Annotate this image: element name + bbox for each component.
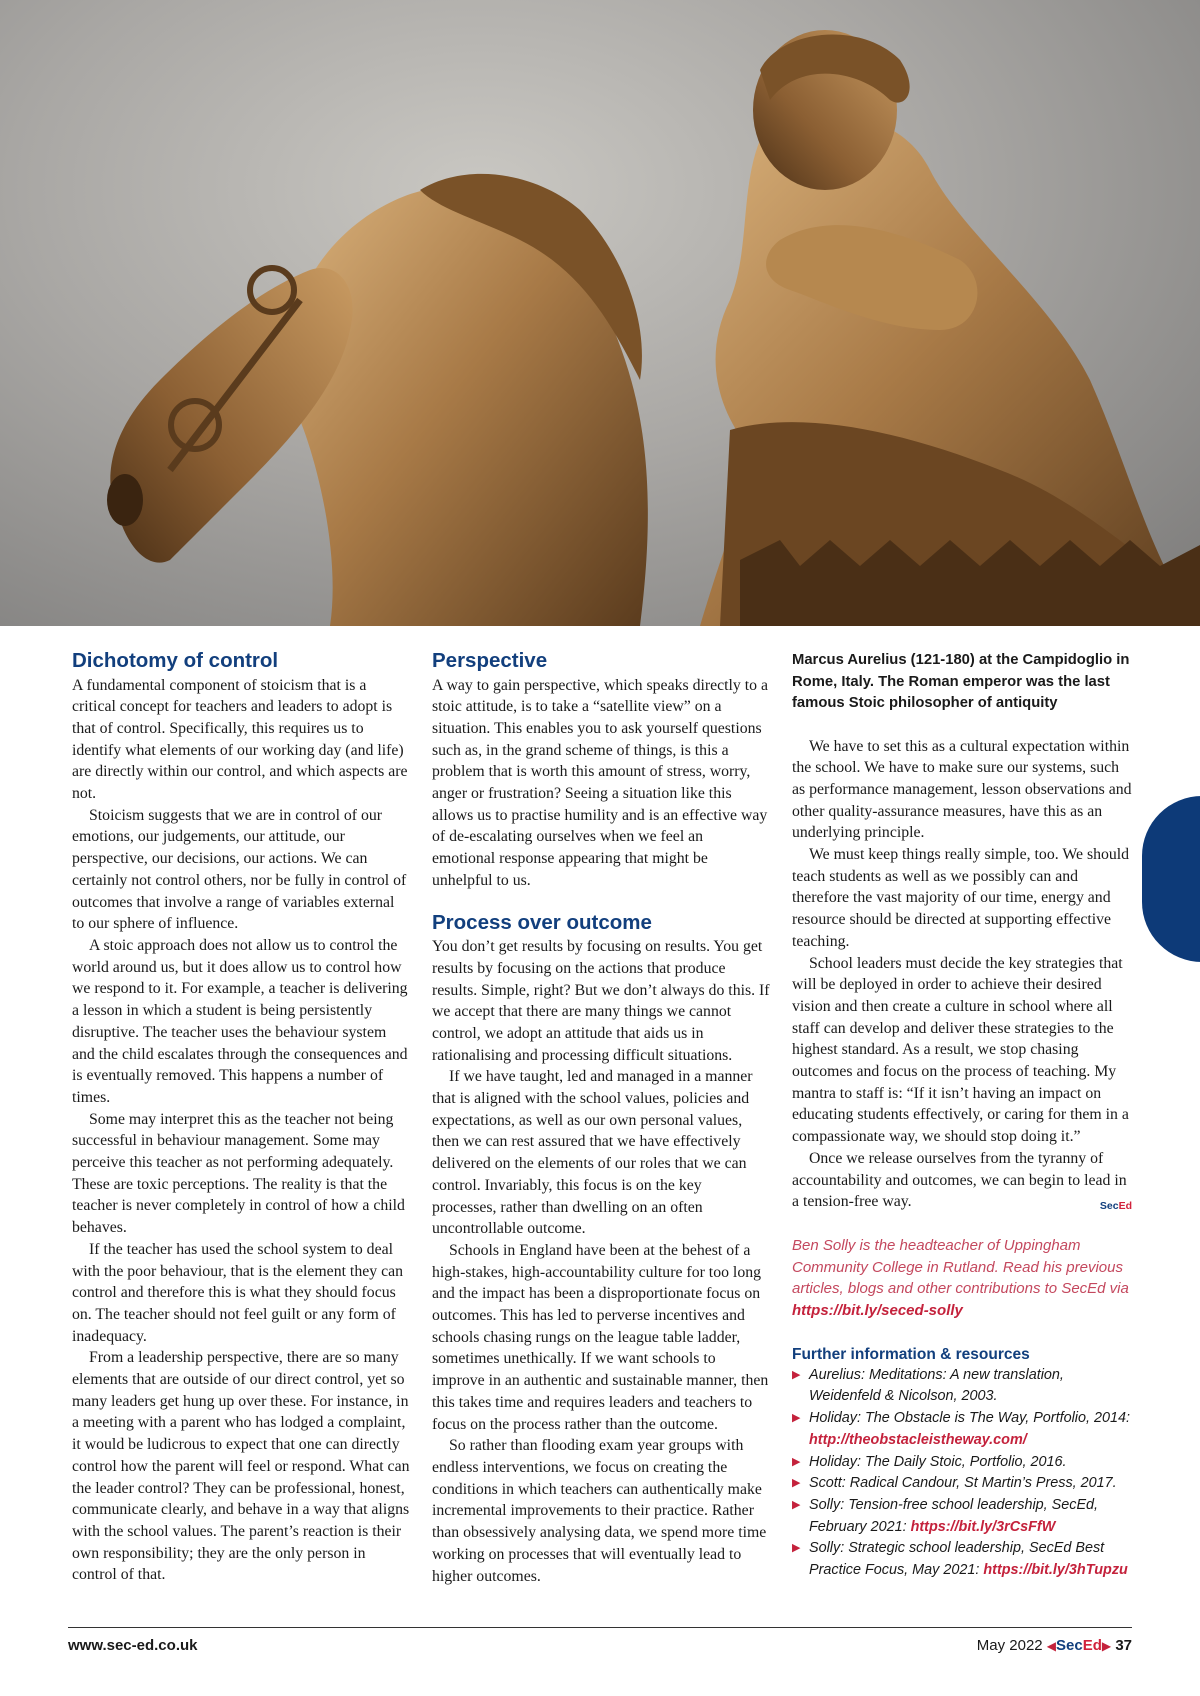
footer-website[interactable]: www.sec-ed.co.uk	[68, 1637, 198, 1654]
paragraph: School leaders must decide the key strategies that will be deployed in order to achieve their desired vision and then create a culture in school where all staff can develop and deliver these strategies to the highest standard. As a result, we stop chasing outcomes and focus on the process of teaching. My mantra to staff is: “If it isn’t having an impact on educating students effectively, or caring for them in a compassionate way, we should stop doing it.”	[792, 954, 1129, 1146]
resources-list	[792, 1365, 1132, 1582]
paragraph: A fundamental component of stoicism that is a critical concept for teachers and leaders to adopt is that of control. Specifically, this requires us to identify what elements of our working day (and life) are directly within our control, and which aspects are not.	[72, 676, 408, 803]
paragraph: A way to gain perspective, which speaks directly to a stoic attitude, is to take a “satellite view” on a situation. This enables you to ask yourself questions such as, in the grand scheme of things, is this a problem that is worth this amount of stress, worry, anger or frustration? Seeing a situation like this allows us to practise humility and is an effective way of de-escalating ourselves when we feel an emotional response appearing that might be unhelpful to us.	[432, 676, 769, 889]
footer-issue-info	[977, 1637, 1132, 1654]
resource-text: Solly: Tension-free school leadership, SecEd, February 2021:	[809, 1497, 1099, 1535]
endmark-ed: Ed	[1118, 1200, 1132, 1213]
heading-dichotomy-of-control: Dichotomy of control	[72, 649, 279, 672]
list-item	[792, 1538, 1132, 1581]
author-bio	[792, 1235, 1132, 1322]
column-1	[72, 650, 410, 1586]
paragraph: We must keep things really simple, too. We should teach students as well as we possibly can and therefore the vast majority of our time, energy and resource should be directed at supporting effective teaching.	[792, 846, 1130, 950]
resource-link[interactable]: https://bit.ly/3hTupzu	[983, 1562, 1128, 1579]
resource-text: Holiday: The Obstacle is The Way, Portfolio, 2014:	[809, 1410, 1131, 1427]
paragraph: A stoic approach does not allow us to control the world around us, but it does allow us to control how we respond to it. For example, a teacher is delivering a lesson in which a student is being persistently disruptive. The teacher uses the behaviour system and the child escalates through the consequences and is eventually removed. This happens a number of times.	[72, 936, 408, 1106]
paragraph: If we have taught, led and managed in a manner that is aligned with the school values, policies and expectations, as well as our own personal values, then we can rest assured that we have effectively delivered on the elements of our roles that we can control. Invariably, this focus is on the key processes, rather than dwelling on an often uncontrollable outcome.	[432, 1068, 753, 1238]
resource-text: Aurelius: Meditations: A new translation, Weidenfeld & Nicolson, 2003.	[809, 1366, 1064, 1405]
list-item	[792, 1365, 1132, 1408]
list-item	[792, 1473, 1132, 1495]
paragraph: If the teacher has used the school system to deal with the poor behaviour, that is the element they can control and therefore this is what they should focus on. The teacher should not feel guilt or any form of inadequacy.	[72, 1240, 404, 1345]
list-item	[792, 1408, 1132, 1451]
seced-end-mark	[1083, 1196, 1132, 1218]
list-item	[792, 1495, 1132, 1538]
list-item	[792, 1452, 1132, 1474]
heading-process-over-outcome: Process over outcome	[432, 910, 652, 934]
paragraph: Stoicism suggests that we are in control of our emotions, our judgements, our attitude, our perspective, our decisions, our actions. We can certainly not control others, nor be fully in control of outcomes that involve a range of variables external to our sphere of influence.	[72, 806, 407, 933]
paragraph: We have to set this as a cultural expectation within the school. We have to make sure our systems, such as performance management, lesson observations and other quality-assurance measures, have this as an underlying principle.	[792, 737, 1132, 842]
resource-text: Solly: Strategic school leadership, SecEd Best Practice Focus, May 2021:	[809, 1540, 1105, 1579]
hero-photo	[0, 0, 1200, 626]
footer-divider	[68, 1627, 1132, 1628]
page-number: 37	[1115, 1637, 1132, 1654]
resource-link[interactable]: https://bit.ly/3rCsFfW	[910, 1518, 1056, 1535]
paragraph-final	[792, 1148, 1132, 1213]
statue-illustration	[0, 0, 1200, 626]
footer-brand-sec: Sec	[1056, 1637, 1083, 1654]
endmark-sec: Sec	[1099, 1200, 1119, 1213]
photo-caption: Marcus Aurelius (121-180) at the Campidoglio in Rome, Italy. The Roman emperor was the last famous Stoic philosopher of antiquity	[792, 652, 1130, 711]
section-tab-marker	[1142, 796, 1200, 962]
left-triangle-icon: ◀	[1046, 1639, 1057, 1653]
footer-brand-ed: Ed	[1082, 1637, 1102, 1654]
paragraph: So rather than flooding exam year groups with endless interventions, we focus on creating the conditions in which teachers can authentically make incremental improvements to their practice. Rather than obsessively analysing data, we spend more time working on processes that will eventually lead to higher outcomes.	[432, 1437, 767, 1585]
column-2	[432, 650, 770, 1587]
heading-perspective: Perspective	[432, 649, 548, 672]
paragraph: You don’t get results by focusing on results. You get results by focusing on the actions that produce results. Simple, right? But we don’t always do this. If we accept that there are many things we cannot control, we adopt an attitude that aids us in rationalising and processing difficult situations.	[432, 938, 770, 1064]
resource-text: Holiday: The Daily Stoic, Portfolio, 2016.	[809, 1453, 1067, 1470]
footer-date: May 2022	[976, 1637, 1043, 1654]
bio-text: Ben Solly is the headteacher of Uppingham Community College in Rutland. Read his previous articles, blogs and other contributions to SecEd via	[792, 1236, 1129, 1298]
column-3	[792, 650, 1132, 1582]
paragraph: Schools in England have been at the behest of a high-stakes, high-accountability culture for too long and the impact has been a disproportionate focus on outcomes. This has led to perverse incentives and schools chasing rungs on the league table ladder, sometimes unethically. If we want schools to improve in an authentic and sustainable manner, then this takes time and requires leaders and teachers to focus on the process rather than the outcome.	[432, 1241, 769, 1433]
resource-text: Scott: Radical Candour, St Martin’s Press, 2017.	[809, 1475, 1117, 1492]
bio-link[interactable]: https://bit.ly/seced-solly	[792, 1302, 963, 1320]
resource-link[interactable]: http://theobstacleistheway.com/	[809, 1431, 1027, 1448]
paragraph-text: Once we release ourselves from the tyranny of accountability and outcomes, we can begin to lead in a tension-free way.	[792, 1149, 1127, 1211]
paragraph: From a leadership perspective, there are so many elements that are outside of our direct control, yet so many leaders get hung up over these. For instance, in a meeting with a parent who has lodged a complaint, it would be ludicrous to expect that one can directly control how the parent will feel or respond. What can the leader control? They can be professional, honest, communicate clearly, and behave in a way that aligns with the school values. The parent’s reaction is their own responsibility; they are the only person in control of that.	[72, 1349, 410, 1584]
resources-title: Further information & resources	[792, 1345, 1030, 1363]
right-triangle-icon: ▶	[1101, 1639, 1112, 1653]
paragraph: Some may interpret this as the teacher not being successful in behaviour management. Some may perceive this teacher as not performing adequately. These are toxic perceptions. The reality is that the teacher is never completely in control of how a child behaves.	[72, 1110, 405, 1237]
